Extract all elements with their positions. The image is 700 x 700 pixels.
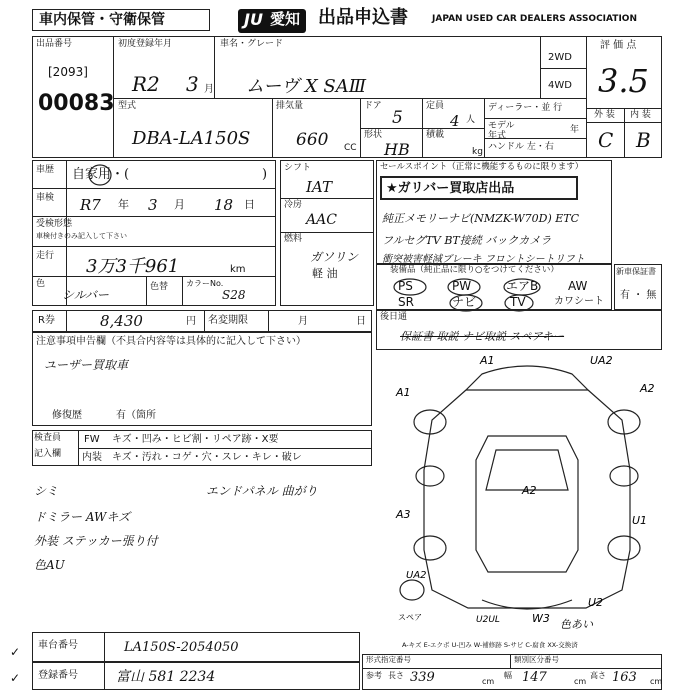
warranty-label: 新車保証書 bbox=[616, 267, 656, 276]
dmg-a3-left: A3 bbox=[396, 508, 411, 521]
reception-label: 受検形態 bbox=[36, 219, 73, 229]
check-mark-2: ✓ bbox=[10, 671, 21, 685]
equip-tv: TV bbox=[510, 295, 526, 309]
score-label: 評 価 点 bbox=[600, 40, 637, 51]
dmg-a2-roof: A2 bbox=[522, 484, 537, 497]
shift-value: IAT bbox=[306, 178, 332, 196]
shape-value: HB bbox=[384, 140, 410, 159]
shift-label: シフト bbox=[284, 163, 312, 173]
inspector-label-2: 記入欄 bbox=[34, 449, 62, 459]
interior-label: 内 装 bbox=[630, 110, 651, 120]
first-reg-era: R2 bbox=[132, 72, 160, 96]
type-label: 型式 bbox=[118, 101, 137, 111]
gulliver-badge-text: ★ガリバー買取店出品 bbox=[386, 181, 515, 196]
logo-org: 愛知 bbox=[270, 10, 301, 28]
yen-unit: 円 bbox=[186, 316, 196, 327]
year-unit: 年 bbox=[570, 125, 580, 135]
type-value: DBA-LA150S bbox=[132, 128, 251, 149]
logo-text: JU bbox=[244, 10, 263, 29]
displacement-label: 排気量 bbox=[276, 101, 304, 111]
dmg-u2-rear: U2 bbox=[588, 596, 604, 609]
load-label: 積載 bbox=[426, 130, 445, 140]
rear-struck-text: 保証書 取説 ナビ取説 スペアキー bbox=[400, 330, 565, 343]
fuel-diesel: 軽 油 bbox=[312, 267, 338, 280]
fuel-label: 燃料 bbox=[284, 234, 303, 244]
inspection-month: 3 bbox=[148, 196, 158, 214]
width-value: 147 bbox=[522, 670, 547, 685]
displacement-value: 660 bbox=[296, 130, 329, 150]
exterior-grade: C bbox=[598, 128, 614, 152]
capacity-label: 定員 bbox=[426, 101, 445, 111]
price-row bbox=[32, 310, 372, 332]
door-label: ドア bbox=[364, 101, 382, 111]
aircon-value: AAC bbox=[306, 212, 337, 228]
inspector-fw-items: キズ・凹み・ヒビ割・リペア跡・X要 bbox=[112, 434, 279, 445]
dmg-ua2-front: UA2 bbox=[590, 354, 613, 367]
color-no-label: カラーNo. bbox=[186, 279, 224, 288]
namechange-day: 日 bbox=[356, 316, 366, 327]
equip-ps: PS bbox=[398, 279, 413, 293]
gulliver-badge bbox=[380, 176, 578, 200]
color-no-value: S28 bbox=[222, 288, 246, 302]
interior-grade: B bbox=[636, 128, 651, 152]
equip-pw: PW bbox=[452, 279, 472, 293]
mileage-value: 3万3千961 bbox=[86, 256, 180, 277]
model-label: 車名・グレード bbox=[220, 39, 284, 49]
dealer-label: ディーラー・並 行 bbox=[488, 103, 563, 113]
cert-label: 形式指定番号 bbox=[366, 655, 411, 664]
registration-value: 富山 581 2234 bbox=[116, 669, 216, 685]
equip-aw: AW bbox=[568, 279, 588, 293]
storage-label: 車内保管・守衛保管 bbox=[39, 12, 165, 28]
inspector-fw: FW bbox=[84, 434, 100, 445]
inspection-label: 車検 bbox=[36, 193, 55, 203]
remark-5: 色AU bbox=[34, 558, 65, 572]
door-value: 5 bbox=[392, 108, 403, 128]
lot-number: 00083 bbox=[38, 91, 115, 116]
height-value: 163 bbox=[612, 670, 637, 685]
sales-points-label: セールスポイント（正常に機能するものに限ります） bbox=[380, 162, 584, 172]
inspection-day-unit: 日 bbox=[244, 198, 255, 211]
damage-legend: A-キズ E-エクボ U-凹み W-補修跡 S-サビ C-腐食 XX-交換済 bbox=[402, 641, 578, 649]
length-value: 339 bbox=[410, 670, 435, 685]
kg-unit: kg bbox=[472, 147, 483, 157]
repair-value: 有（箇所 bbox=[116, 410, 156, 421]
mileage-label: 走行 bbox=[36, 251, 55, 261]
color-label: 色 bbox=[36, 279, 46, 289]
equip-airbag: エアB bbox=[506, 279, 539, 293]
first-reg-label: 初度登録年月 bbox=[118, 39, 173, 49]
car-diagram bbox=[392, 350, 662, 640]
recycle-label: R券 bbox=[38, 315, 55, 326]
drive-2wd: 2WD bbox=[548, 52, 572, 63]
model-year-label: モデル 年式 bbox=[488, 121, 515, 141]
ju-logo bbox=[238, 9, 306, 33]
warranty-value: 有 ・ 無 bbox=[620, 290, 657, 301]
width-label: 幅 bbox=[504, 671, 512, 680]
inspection-month-unit: 月 bbox=[174, 198, 185, 211]
cc-unit: CC bbox=[344, 143, 357, 153]
dmg-a1-left: A1 bbox=[396, 386, 411, 399]
lot-subnumber: [2093] bbox=[48, 65, 88, 79]
repair-label: 修復歴 bbox=[52, 410, 82, 421]
dmg-a2-right: A2 bbox=[640, 382, 655, 395]
inspector-int: 内装 bbox=[82, 452, 102, 463]
class-label: 類別区分番号 bbox=[514, 655, 559, 664]
color-change-label: 色替 bbox=[150, 282, 169, 292]
height-unit: cm bbox=[650, 677, 663, 686]
notes-label: 注意事項申告欄（不具合内容等は具体的に記入して下さい） bbox=[36, 336, 306, 347]
dmg-u1-right: U1 bbox=[632, 514, 648, 527]
history-value: 自家用・( bbox=[72, 167, 130, 182]
height-label: 高さ bbox=[590, 671, 606, 680]
inspection-era: R7 bbox=[80, 196, 101, 214]
lot-label: 出品番号 bbox=[36, 39, 73, 49]
remark-1: シミ bbox=[34, 484, 59, 498]
handle-label: ハンドル 左・右 bbox=[488, 142, 554, 152]
inspector-label-1: 検査員 bbox=[34, 433, 62, 443]
registration-label: 登録番号 bbox=[38, 670, 78, 681]
check-mark-1: ✓ bbox=[10, 645, 21, 659]
diagram-note: 色あい bbox=[560, 618, 593, 631]
sales-line-2: フルセグTV BT接続 バックカメラ bbox=[382, 234, 552, 247]
equip-sr: SR bbox=[398, 295, 414, 309]
length-unit: cm bbox=[482, 677, 495, 686]
model-value: ムーヴ X SAⅢ bbox=[246, 76, 367, 97]
capacity-value: 4 bbox=[450, 112, 460, 130]
capacity-unit: 人 bbox=[466, 115, 476, 125]
ref-label: 参考 bbox=[366, 671, 382, 680]
aircon-label: 冷房 bbox=[284, 200, 303, 210]
sales-line-1: 純正メモリーナビ(NMZK-W70D) ETC bbox=[382, 212, 580, 225]
spare-label: スペア bbox=[398, 613, 422, 622]
history-close: ) bbox=[262, 167, 268, 182]
reception-note: 車検付きのみ記入して下さい bbox=[36, 232, 127, 240]
drive-4wd: 4WD bbox=[548, 80, 572, 91]
remark-4: 外装 ステッカー張り付 bbox=[34, 534, 158, 548]
dmg-w3-rear: W3 bbox=[532, 612, 550, 625]
notes-value: ユーザー買取車 bbox=[44, 358, 129, 372]
remark-2: エンドパネル 曲がり bbox=[206, 484, 318, 498]
storage-box bbox=[32, 9, 210, 31]
first-reg-month: 3 bbox=[186, 72, 199, 96]
color-value: シルバー bbox=[62, 288, 109, 302]
inspection-year-unit: 年 bbox=[118, 198, 129, 211]
namechange-month: 月 bbox=[298, 316, 308, 327]
inspection-day: 18 bbox=[214, 196, 234, 214]
score-value: 3.5 bbox=[598, 62, 649, 100]
history-label: 車歴 bbox=[36, 165, 55, 175]
namechange-label: 名変期限 bbox=[208, 315, 248, 326]
equipment-label: 装備品（純正品に限り○をつけてください） bbox=[390, 265, 559, 275]
km-unit: km bbox=[230, 264, 246, 275]
recycle-value: 8,430 bbox=[100, 312, 143, 330]
shape-label: 形状 bbox=[364, 130, 383, 140]
equip-navi: ナビ bbox=[452, 295, 477, 309]
dmg-ua2-left: UA2 bbox=[406, 570, 427, 581]
chassis-value: LA150S-2054050 bbox=[124, 640, 239, 655]
equip-leather: カワシート bbox=[554, 296, 604, 307]
rear-label: 後日通 bbox=[380, 312, 408, 322]
chassis-label: 車台番号 bbox=[38, 640, 78, 651]
width-unit: cm bbox=[574, 677, 587, 686]
form-title: 出品申込書 bbox=[318, 7, 408, 28]
association-name: JAPAN USED CAR DEALERS ASSOCIATION bbox=[432, 14, 637, 24]
dmg-u2ul-rear: U2UL bbox=[476, 615, 500, 625]
remark-3: ドミラー AWキズ bbox=[34, 510, 131, 524]
length-label: 長さ bbox=[388, 671, 404, 680]
exterior-label: 外 装 bbox=[594, 110, 615, 120]
sales-line-3: 衝突被害軽減ブレーキ フロントシートリフト bbox=[382, 254, 585, 265]
inspector-int-items: キズ・汚れ・コゲ・穴・スレ・キレ・破レ bbox=[112, 452, 302, 463]
dmg-a1-front: A1 bbox=[480, 354, 495, 367]
month-unit: 月 bbox=[204, 84, 214, 95]
fuel-gasoline: ガソリン bbox=[310, 250, 359, 264]
